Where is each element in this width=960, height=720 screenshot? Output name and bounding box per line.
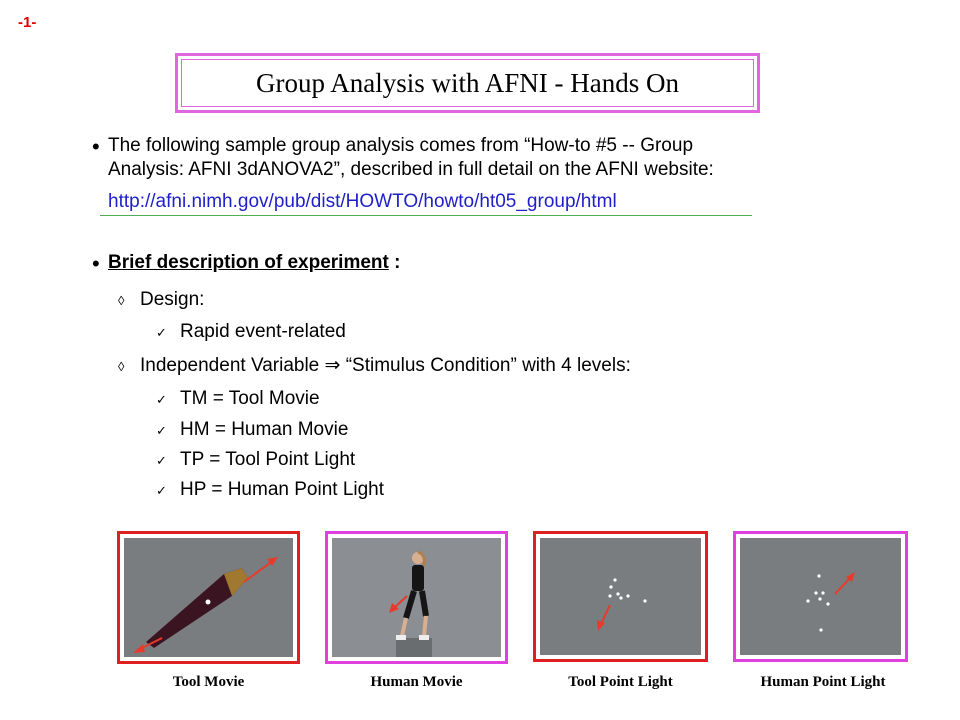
- intro-line-1: The following sample group analysis comes from “How-to #5 -- Group: [108, 135, 694, 156]
- tool-movie-frame: [124, 538, 293, 657]
- human-movie-illustration: [332, 538, 501, 657]
- afni-howto-link[interactable]: http://afni.nimh.gov/pub/dist/HOWTO/howto/ht05_group/html: [108, 191, 617, 212]
- figure-caption: Human Movie: [370, 674, 463, 690]
- tool-point-light-frame: [540, 538, 701, 655]
- tool-movie-illustration: [124, 538, 293, 657]
- design-value-item: [156, 321, 346, 344]
- tool-point-light-figure: [533, 531, 708, 662]
- figure-caption: Tool Point Light: [568, 674, 673, 690]
- level-label: TM = Tool Movie: [180, 388, 320, 409]
- bullet-dot: •: [92, 251, 100, 276]
- level-item: [156, 419, 348, 442]
- checkmark-icon: ✓: [156, 423, 167, 438]
- sub-bullet-icon: ◊: [118, 359, 125, 374]
- intro-line-2: Analysis: AFNI 3dANOVA2”, described in full detail on the AFNI website:: [108, 159, 714, 180]
- design-value: Rapid event-related: [180, 321, 346, 342]
- human-point-light-illustration: [740, 538, 901, 655]
- level-item: [156, 388, 320, 411]
- human-point-light-figure: [733, 531, 908, 662]
- tool-movie-figure: [117, 531, 300, 664]
- bullet-dot: •: [92, 134, 100, 159]
- experiment-heading-text: Brief description of experiment: [108, 252, 389, 273]
- figure-caption: Human Point Light: [760, 674, 886, 690]
- checkmark-icon: ✓: [156, 483, 167, 498]
- implies-arrow-icon: ⇒: [324, 355, 341, 376]
- human-movie-figure: [325, 531, 508, 664]
- page-title: Group Analysis with AFNI - Hands On: [256, 67, 679, 98]
- level-label: HM = Human Movie: [180, 419, 349, 440]
- tool-point-light-illustration: [540, 538, 701, 655]
- sub-bullet-icon: ◊: [118, 293, 125, 308]
- design-item: [118, 289, 204, 312]
- level-item: [156, 479, 384, 502]
- level-item: [156, 449, 355, 472]
- human-movie-frame: [332, 538, 501, 657]
- checkmark-icon: ✓: [156, 325, 167, 340]
- link-underline-rule: [100, 215, 752, 216]
- iv-item: [118, 355, 631, 378]
- level-label: TP = Tool Point Light: [180, 449, 356, 470]
- checkmark-icon: ✓: [156, 453, 167, 468]
- human-point-light-frame: [740, 538, 901, 655]
- page-number: -1-: [18, 14, 37, 31]
- title-inner-frame: [181, 59, 754, 107]
- figure-caption: Tool Movie: [172, 674, 245, 690]
- iv-suffix: “Stimulus Condition” with 4 levels:: [345, 355, 631, 376]
- design-label: Design:: [140, 289, 205, 310]
- checkmark-icon: ✓: [156, 392, 167, 407]
- title-box: [175, 53, 760, 113]
- experiment-heading: [108, 252, 400, 274]
- experiment-heading-colon: :: [388, 252, 401, 273]
- level-label: HP = Human Point Light: [180, 479, 385, 500]
- iv-prefix: Independent Variable: [140, 355, 320, 376]
